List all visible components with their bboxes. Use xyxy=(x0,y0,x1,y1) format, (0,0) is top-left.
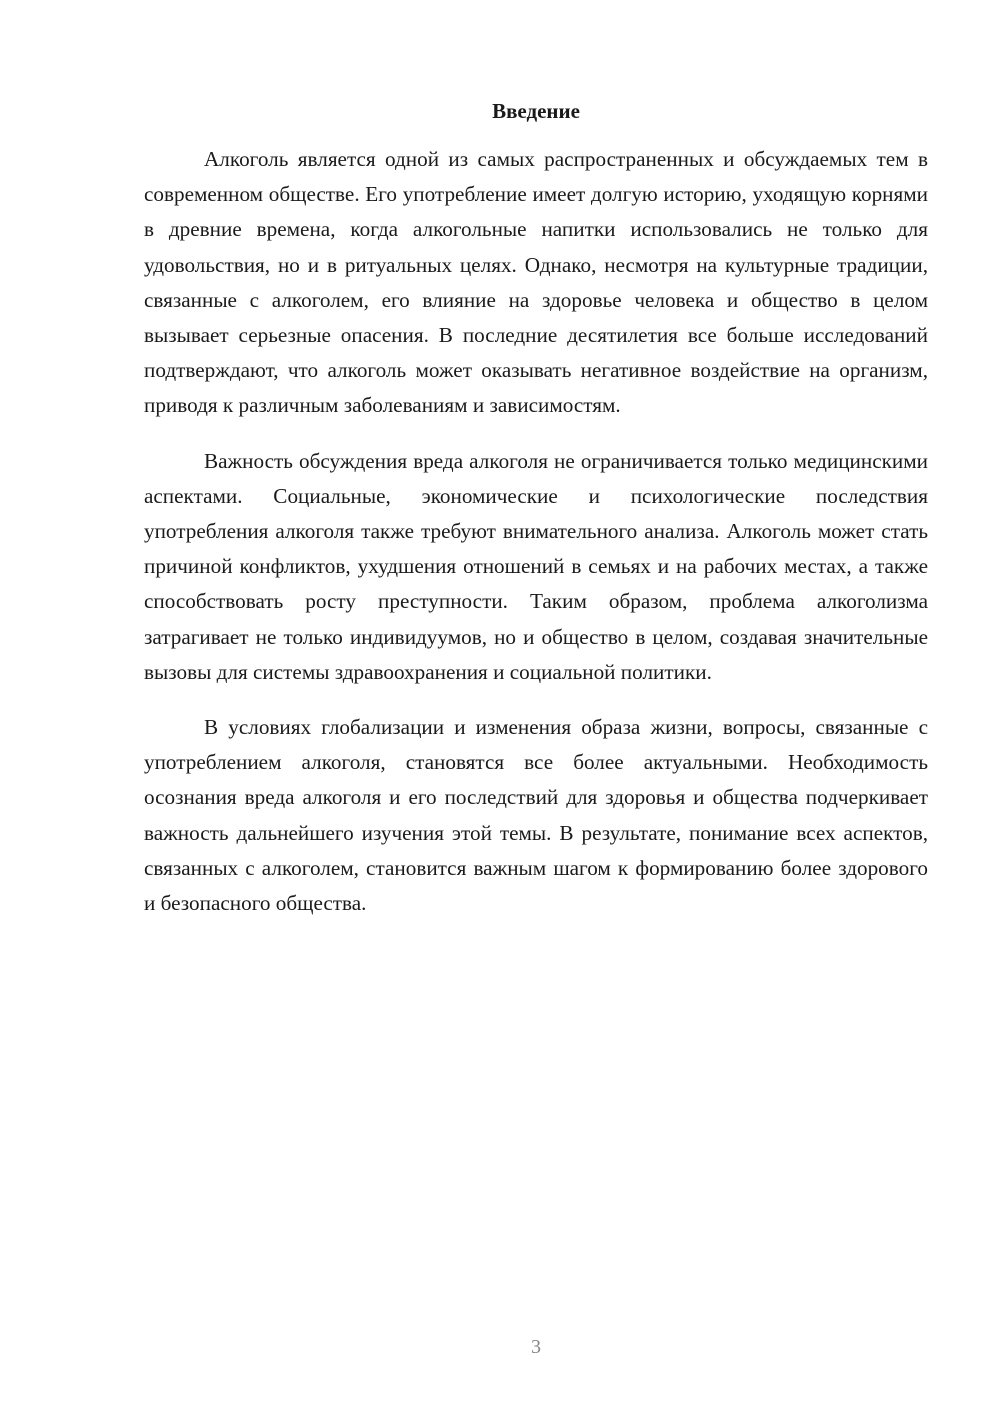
body-text xyxy=(144,142,928,941)
section-heading: Введение xyxy=(492,99,580,123)
paragraph-intro: Алкоголь является одной из самых распространенных и обсуждаемых тем в современном обществе. Его употребление имеет долгую историю, уходящую корнями в древние времена, когда алкогольные напитки использовались не только для удовольствия, но и в ритуальных целях. Однако, несмотря на культурные традиции, связанные с алкоголем, его влияние на здоровье человека и общество в целом вызывает серьезные опасения. В последние десятилетия все больше исследований подтверждают, что алкоголь может оказывать негативное воздействие на организм, приводя к различным заболеваниям и зависимостям. xyxy=(144,147,928,418)
paragraph-globalization: В условиях глобализации и изменения образа жизни, вопросы, связанные с употреблением алкоголя, становятся все более актуальными. Необходимость осознания вреда алкоголя и его последствий для здоровья и общества подчеркивает важность дальнейшего изучения этой темы. В результате, понимание всех аспектов, связанных с алкоголем, становится важным шагом к формированию более здорового и безопасного общества. xyxy=(144,715,928,916)
page-number: 3 xyxy=(531,1336,541,1358)
paragraph-importance: Важность обсуждения вреда алкоголя не ограничивается только медицинскими аспектами. Социальные, экономические и психологические последствия употребления алкоголя также требуют внимательного анализа. Алкоголь может стать причиной конфликтов, ухудшения отношений в семьях и на рабочих местах, а также способствовать росту преступности. Таким образом, проблема алкоголизма затрагивает не только индивидуумов, но и общество в целом, создавая значительные вызовы для системы здравоохранения и социальной политики. xyxy=(144,448,928,684)
